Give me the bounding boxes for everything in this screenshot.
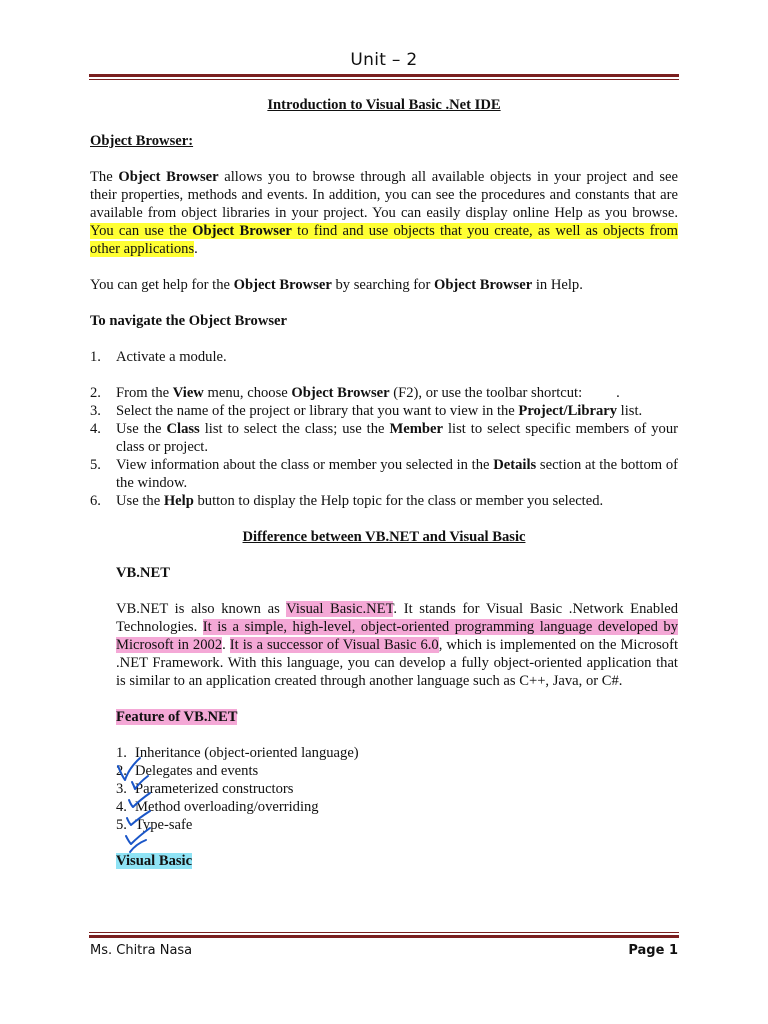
bold-term: Details: [493, 457, 537, 473]
text: .: [616, 385, 620, 401]
text: by searching for: [331, 277, 434, 293]
visual-basic-heading-row: [116, 852, 678, 870]
checkmark-icon: [132, 776, 148, 789]
text: list to select specific members of your class or project.: [116, 421, 679, 455]
text: Method overloading/overriding: [135, 799, 319, 815]
bold-term: Object Browser: [118, 169, 219, 185]
text: Use the: [116, 421, 167, 437]
text: View information about the class or member you selected in the: [116, 457, 494, 473]
list-item: [90, 456, 678, 492]
bold-term: Project/Library: [518, 403, 618, 419]
footer-page-number: Page 1: [628, 943, 678, 958]
difference-heading: Difference between VB.NET and Visual Basic: [242, 529, 526, 545]
list-item: [90, 744, 678, 762]
list-item: [90, 348, 678, 366]
text: allows you to browse through all available objects in your project and see their properties, methods and events. In addition, you can see the procedures and constants that are available from object libraries in your project. You can easily display online Help as you browse.: [90, 169, 678, 221]
text: You can use the: [90, 223, 193, 239]
checkmark-icon: [127, 811, 150, 825]
list-number: 6.: [90, 493, 101, 509]
list-item: [90, 798, 678, 816]
bold-term: Help: [163, 493, 194, 509]
list-item: [90, 762, 678, 780]
feature-heading-row: [116, 708, 678, 726]
bold-term: Object Browser: [192, 223, 292, 239]
text: .: [194, 241, 198, 257]
document-title: Introduction to Visual Basic .Net IDE: [267, 97, 501, 113]
list-number: 3.: [116, 781, 127, 797]
text: Parameterized constructors: [135, 781, 294, 797]
bold-term: Member: [389, 421, 443, 437]
text: VB.NET is also known as: [116, 601, 287, 617]
footer-rule-thin: [89, 932, 679, 933]
list-number: 5.: [90, 457, 101, 473]
pink-highlight: It is a successor of Visual Basic 6.0: [229, 637, 439, 653]
text: list.: [617, 403, 643, 419]
visual-basic-heading: Visual Basic: [116, 853, 193, 869]
text: Delegates and events: [135, 763, 259, 779]
checkmark-icon: [126, 828, 150, 844]
header-rule-thick: [89, 74, 679, 77]
header-unit-title: Unit – 2: [350, 50, 418, 70]
text: From the: [116, 385, 173, 401]
checkmark-icon: [118, 758, 140, 780]
bold-term: View: [172, 385, 204, 401]
navigate-steps-list: [90, 348, 678, 510]
list-item: [90, 780, 678, 798]
list-item: [90, 492, 678, 510]
pink-highlight: It is a simple, high-level, object-oriented programming language developed by Microsoft in 2002: [116, 619, 678, 653]
text: Activate a module.: [116, 349, 227, 365]
text: . It stands for Visual Basic .Network Enabled Technologies.: [116, 601, 678, 635]
list-item: [90, 384, 678, 402]
pink-highlight: Visual Basic.NET: [286, 601, 394, 617]
vbnet-paragraph: [116, 600, 678, 690]
bold-term: Class: [166, 421, 200, 437]
list-number: 4.: [90, 421, 101, 437]
object-browser-help-paragraph: [90, 276, 678, 294]
list-number: 4.: [116, 799, 127, 815]
footer-rule-thick: [89, 935, 679, 938]
list-item: [90, 816, 678, 834]
text: section at the bottom of the window.: [116, 457, 678, 491]
text: in Help.: [532, 277, 583, 293]
yellow-highlight: [90, 223, 678, 257]
list-item: [90, 402, 678, 420]
text: button to display the Help topic for the class or member you selected.: [193, 493, 604, 509]
list-number: 1.: [116, 745, 127, 761]
text: to find and use objects that you create, as well as objects from other applications: [90, 223, 678, 257]
list-item: [90, 420, 678, 456]
text: , which is implemented on the Microsoft .NET Framework. With this language, you can develop a fully object-oriented application that is similar to an application created through another language such as C++, Java, or C#.: [116, 637, 679, 689]
list-number: 2.: [90, 385, 101, 401]
text: Select the name of the project or library that you want to view in the: [116, 403, 519, 419]
list-number: 3.: [90, 403, 101, 419]
text: menu, choose: [203, 385, 292, 401]
bold-term: Object Browser: [433, 277, 533, 293]
feature-heading: Feature of VB.NET: [116, 709, 238, 725]
navigate-heading: To navigate the Object Browser: [90, 313, 287, 329]
feature-list: [90, 744, 678, 834]
list-number: 2.: [116, 763, 127, 779]
object-browser-intro-paragraph: [90, 168, 678, 258]
vbnet-heading: VB.NET: [116, 565, 170, 581]
text: You can get help for the: [90, 277, 234, 293]
list-number: 1.: [90, 349, 101, 365]
text: Type-safe: [135, 817, 193, 833]
document-body: [90, 96, 678, 870]
object-browser-heading: Object Browser:: [90, 133, 194, 149]
text: (F2), or use the toolbar shortcut:: [389, 385, 583, 401]
checkmark-icon: [129, 793, 150, 807]
bold-term: Object Browser: [291, 385, 390, 401]
text: The: [90, 169, 119, 185]
header-rule-thin: [89, 79, 679, 80]
footer-author: Ms. Chitra Nasa: [90, 943, 193, 958]
list-number: 5.: [116, 817, 127, 833]
text: Inheritance (object-oriented language): [135, 745, 359, 761]
handwritten-checkmarks: [112, 756, 162, 856]
text: list to select the class; use the: [199, 421, 390, 437]
text: .: [222, 637, 230, 653]
bold-term: Object Browser: [233, 277, 332, 293]
text: Use the: [116, 493, 164, 509]
